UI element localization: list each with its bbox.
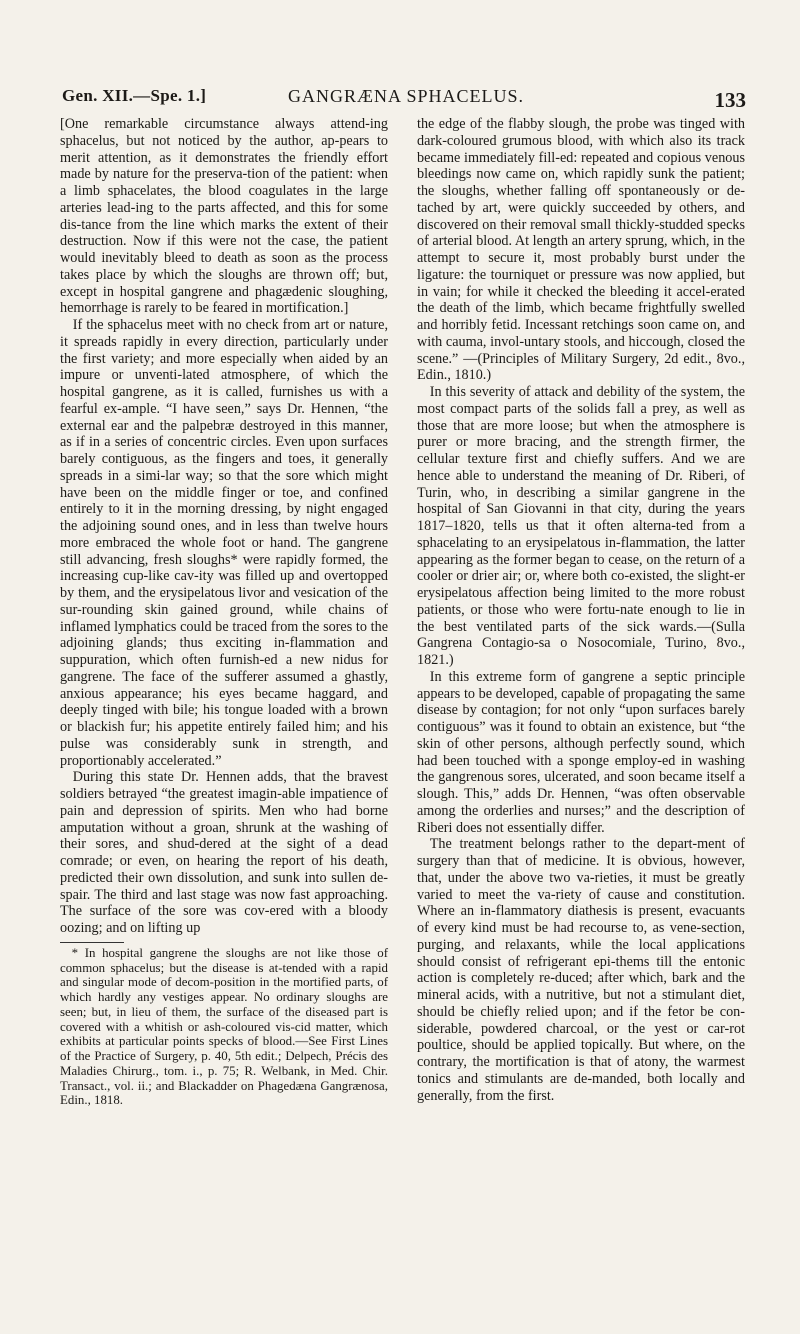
footnote-divider bbox=[60, 942, 124, 943]
running-header bbox=[62, 82, 746, 112]
paragraph: During this state Dr. Hennen adds, that the bravest soldiers betrayed “the greatest imagin-able impatience of pain and depression of spirits. Men who had borne amputation without a groan, shrunk at the washing of their sores, and shud-dered at the sight of a dead comrade; or even, on hearing the report of his death, predicted their own dissolution, and sunk into sullen de-spair. The third and last stage was now fast approaching. The surface of the sore was cov-ered with a bloody oozing; and on lifting up bbox=[60, 769, 388, 936]
left-column bbox=[60, 116, 388, 1108]
paragraph: The treatment belongs rather to the depart-ment of surgery than that of medicine. It is obvious, however, that, under the above two va-rieties, it must be greatly varied to meet the va-riety of cause and constitution. Where an in-flammatory diathesis is present, evacuants of every kind must be had recourse to, as vene-section, purging, and relaxants, while the local applications should consist of refrigerant epi-thems till the entonic action is completely re-duced; after which, bark and the mineral acids, with a nutritive, but not a stimulant diet, should be chiefly relied upon; and if the fetor be con-siderable, powdered charcoal, or the yest or car-rot poultice, should be applied topically. But where, on the contrary, the mortification is that of atony, the warmest tonics and stimulants are de-manded, both locally and generally, from the first. bbox=[417, 836, 745, 1104]
section-reference: Gen. XII.—Spe. 1.] bbox=[62, 86, 207, 105]
footnote bbox=[60, 946, 388, 1108]
running-title: GANGRÆNA SPHACELUS. bbox=[288, 86, 525, 106]
right-column bbox=[417, 116, 745, 1104]
footnote-text: * In hospital gangrene the sloughs are not like those of common sphacelus; but the disease is at-tended with a rapid and singular mode of decom-position in the mortified parts, of which hardly any vestiges appear. No ordinary sloughs are seen; but, in lieu of them, the surface of the diseased part is covered with a whitish or ash-coloured vis-cid matter, which exhibits at particular points specks of blood.—See First Lines of the Practice of Surgery, p. 40, 5th edit.; Delpech, Précis des Maladies Chirurg., tom. i., p. 75; R. Welbank, in Med. Chir. Transact., vol. ii.; and Blackadder on Phagedæna Gangrænosa, Edin., 1818. bbox=[60, 945, 388, 1108]
page-number: 133 bbox=[714, 88, 746, 112]
paragraph: In this extreme form of gangrene a septic principle appears to be developed, capable of propagating the same disease by contagion; for not only “upon surfaces barely contiguous” was it found to obtain an existence, but “the skin of other persons, although perfectly sound, which had been touched with a sponge employ-ed in washing the gangrenous sores, ulcerated, and soon became itself a slough. This,” adds Dr. Hennen, “was often observable among the orderlies and nurses;” and the description of Riberi does not essentially differ. bbox=[417, 668, 745, 836]
paragraph: [One remarkable circumstance always attend-ing sphacelus, but not noticed by the author, ap-pears to merit attention, as it demonstrates the friendly effort made by nature for the preserva-tion of the patient: when a limb sphacelates, the blood coagulates in the large arteries lead-ing to the parts affected, and this for some dis-tance from the line which marks the extent of their destruction. Now if this were not the case, the patient would inevitably bleed to death as soon as the process takes place by which the sloughs are thrown off; but, except in hospital gangrene and phagædenic sloughing, hemorrhage is rarely to be feared in mortification.] bbox=[60, 116, 388, 317]
paragraph: If the sphacelus meet with no check from art or nature, it spreads rapidly in every direction, particularly under the first variety; and more especially when aided by an impure or unventi-lated atmosphere, of which the hospital gangrene, as it is called, furnishes us with a fearful ex-ample. “I have seen,” says Dr. Hennen, “the external ear and the palpebræ destroyed in this manner, as if in a series of concentric circles. Even upon surfaces barely contiguous, as the fingers and toes, it generally spreads in a simi-lar way; so that the sore which might have been on the middle finger or toe, and confined entirely to it in the morning dressing, by night engaged the adjoining sound ones, and in less than twelve hours more embraced the whole foot or hand. The gangrene still advancing, fresh sloughs* were rapidly formed, the increasing cup-like cav-ity was filled up and overtopped by them, and the erysipelatous livor and vesication of the sur-rounding skin gained ground, while chains of inflamed lymphatics could be traced from the sores to the adjoining glands; thus exciting in-flammation and suppuration, which often furnish-ed a new nidus for gangrene. The face of the sufferer assumed a ghastly, anxious appearance; his eyes became haggard, and deeply tinged with bile; his tongue loaded with a brown or blackish fur; his appetite entirely failed him; and his pulse was considerably sunk in strength, and proportionably accelerated.” bbox=[60, 317, 388, 769]
paragraph: In this severity of attack and debility of the system, the most compact parts of the solids fall a prey, as well as those that are more loose; but when the atmosphere is purer or more bracing, and the strength firmer, the cellular texture first and chiefly suffers. And we are hence able to understand the meaning of Dr. Riberi, of Turin, who, in describing a similar gangrene in the hospital of San Giovanni in that city, during the years 1817–1820, tells us that it often alterna-ted from a sphacelating to an erysipelatous in-flammation, the latter appearing as the former began to cease, on the return of a cooler or drier air; or, where both co-existed, the slight-er erysipelatous affection being limited to the more robust patients, or those who were fortu-nate enough to lie in the best ventilated parts of the sick wards.—(Sulla Gangrena Contagio-sa o Nosocomiale, Turino, 8vo., 1821.) bbox=[417, 384, 745, 668]
paragraph: the edge of the flabby slough, the probe was tinged with dark-coloured grumous blood, with which also its track became immediately fill-ed: repeated and copious venous bleedings now came on, which rapidly sunk the patient; the sloughs, whether falling off spontaneously or de-tached by art, were quickly succeeded by others, and discovered on their removal small thickly-studded specks of arterial blood. At length an artery sprung, which, in the attempt to secure it, most probably burst under the ligature: the tourniquet or pressure was now applied, but in vain; for while it checked the bleeding it accel-erated the death of the limb, which became frightfully swelled and horribly fetid. Incessant retchings soon came on, and with cauma, invol-untary stools, and hiccough, closed the scene.” —(Principles of Military Surgery, 2d edit., 8vo., Edin., 1810.) bbox=[417, 116, 745, 384]
